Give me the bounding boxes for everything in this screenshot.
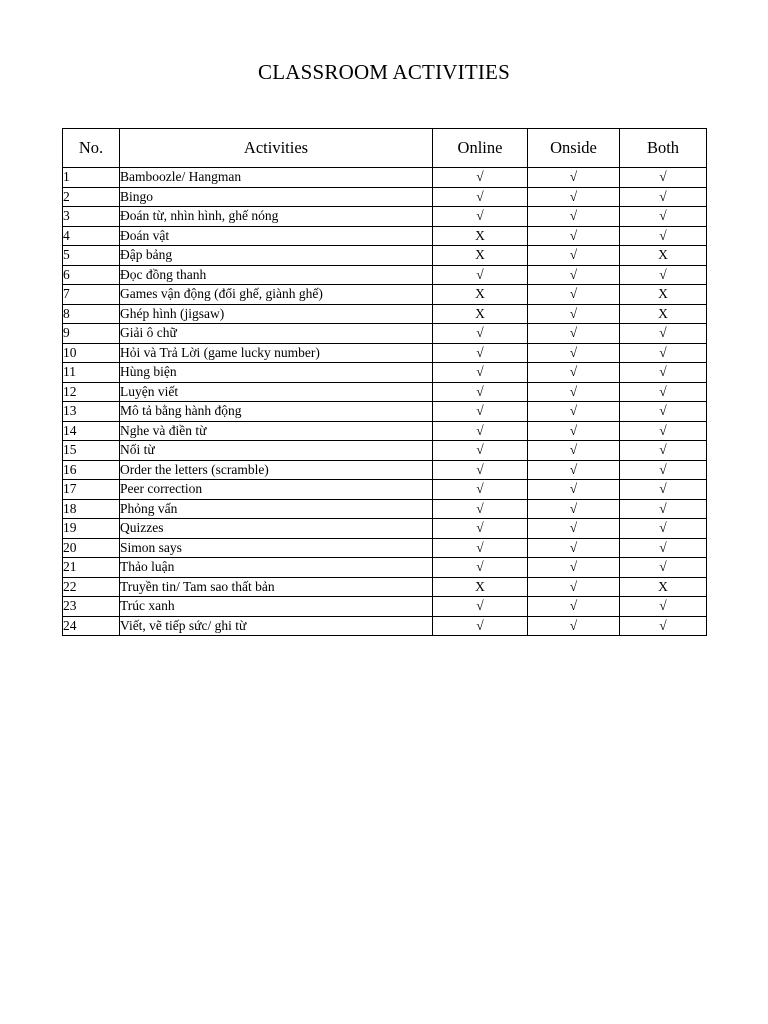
cell-onsite-mark: √ bbox=[528, 421, 620, 441]
cell-no: 19 bbox=[63, 519, 120, 539]
cell-online-mark: √ bbox=[433, 168, 528, 188]
table-row bbox=[63, 324, 707, 344]
cell-both-mark: X bbox=[620, 304, 707, 324]
cell-activity: Phỏng vấn bbox=[120, 499, 433, 519]
cell-onsite-mark: √ bbox=[528, 402, 620, 422]
cell-online-mark: √ bbox=[433, 597, 528, 617]
cell-no: 15 bbox=[63, 441, 120, 461]
cell-online-mark: X bbox=[433, 226, 528, 246]
cell-activity: Nối từ bbox=[120, 441, 433, 461]
cell-activity: Nghe và điền từ bbox=[120, 421, 433, 441]
cell-onsite-mark: √ bbox=[528, 363, 620, 383]
cell-online-mark: √ bbox=[433, 207, 528, 227]
cell-activity: Quizzes bbox=[120, 519, 433, 539]
cell-both-mark: √ bbox=[620, 421, 707, 441]
table-row bbox=[63, 285, 707, 305]
cell-no: 20 bbox=[63, 538, 120, 558]
cell-online-mark: √ bbox=[433, 441, 528, 461]
cell-no: 7 bbox=[63, 285, 120, 305]
cell-no: 4 bbox=[63, 226, 120, 246]
cell-both-mark: √ bbox=[620, 597, 707, 617]
cell-no: 17 bbox=[63, 480, 120, 500]
cell-activity: Peer correction bbox=[120, 480, 433, 500]
cell-activity: Truyền tin/ Tam sao thất bản bbox=[120, 577, 433, 597]
cell-onsite-mark: √ bbox=[528, 246, 620, 266]
cell-no: 5 bbox=[63, 246, 120, 266]
table-row bbox=[63, 538, 707, 558]
cell-both-mark: √ bbox=[620, 265, 707, 285]
table-body bbox=[63, 168, 707, 636]
table-row bbox=[63, 168, 707, 188]
cell-onsite-mark: √ bbox=[528, 460, 620, 480]
cell-no: 6 bbox=[63, 265, 120, 285]
cell-activity: Luyện viết bbox=[120, 382, 433, 402]
cell-online-mark: √ bbox=[433, 343, 528, 363]
table-row bbox=[63, 499, 707, 519]
cell-activity: Bingo bbox=[120, 187, 433, 207]
table-row bbox=[63, 343, 707, 363]
table-row bbox=[63, 187, 707, 207]
table-header-row bbox=[63, 129, 707, 168]
cell-no: 3 bbox=[63, 207, 120, 227]
activities-table bbox=[62, 128, 707, 636]
cell-no: 12 bbox=[63, 382, 120, 402]
cell-both-mark: √ bbox=[620, 382, 707, 402]
cell-both-mark: √ bbox=[620, 616, 707, 636]
cell-both-mark: √ bbox=[620, 460, 707, 480]
cell-online-mark: X bbox=[433, 285, 528, 305]
cell-online-mark: √ bbox=[433, 499, 528, 519]
cell-activity: Bamboozle/ Hangman bbox=[120, 168, 433, 188]
table-row bbox=[63, 441, 707, 461]
table-row bbox=[63, 207, 707, 227]
cell-online-mark: √ bbox=[433, 402, 528, 422]
cell-no: 16 bbox=[63, 460, 120, 480]
cell-both-mark: √ bbox=[620, 499, 707, 519]
cell-no: 1 bbox=[63, 168, 120, 188]
cell-no: 10 bbox=[63, 343, 120, 363]
cell-both-mark: √ bbox=[620, 538, 707, 558]
cell-onsite-mark: √ bbox=[528, 538, 620, 558]
cell-activity: Hỏi và Trả Lời (game lucky number) bbox=[120, 343, 433, 363]
cell-no: 18 bbox=[63, 499, 120, 519]
table-row bbox=[63, 577, 707, 597]
header-online: Online bbox=[433, 129, 528, 168]
cell-both-mark: √ bbox=[620, 207, 707, 227]
cell-onsite-mark: √ bbox=[528, 168, 620, 188]
cell-no: 9 bbox=[63, 324, 120, 344]
table-row bbox=[63, 558, 707, 578]
table-row bbox=[63, 226, 707, 246]
cell-online-mark: √ bbox=[433, 480, 528, 500]
cell-both-mark: √ bbox=[620, 441, 707, 461]
cell-onsite-mark: √ bbox=[528, 226, 620, 246]
cell-activity: Đoán vật bbox=[120, 226, 433, 246]
cell-both-mark: √ bbox=[620, 363, 707, 383]
cell-no: 2 bbox=[63, 187, 120, 207]
cell-online-mark: √ bbox=[433, 519, 528, 539]
cell-activity: Đoán từ, nhìn hình, ghế nóng bbox=[120, 207, 433, 227]
cell-activity: Thảo luận bbox=[120, 558, 433, 578]
table-row bbox=[63, 460, 707, 480]
cell-online-mark: √ bbox=[433, 538, 528, 558]
table-row bbox=[63, 597, 707, 617]
cell-no: 14 bbox=[63, 421, 120, 441]
cell-online-mark: √ bbox=[433, 421, 528, 441]
cell-onsite-mark: √ bbox=[528, 519, 620, 539]
cell-activity: Hùng biện bbox=[120, 363, 433, 383]
table-row bbox=[63, 519, 707, 539]
cell-onsite-mark: √ bbox=[528, 577, 620, 597]
table-row bbox=[63, 246, 707, 266]
cell-activity: Giải ô chữ bbox=[120, 324, 433, 344]
cell-both-mark: X bbox=[620, 246, 707, 266]
header-both: Both bbox=[620, 129, 707, 168]
table-row bbox=[63, 304, 707, 324]
cell-onsite-mark: √ bbox=[528, 207, 620, 227]
cell-activity: Đọc đồng thanh bbox=[120, 265, 433, 285]
cell-both-mark: √ bbox=[620, 187, 707, 207]
cell-activity: Viết, vẽ tiếp sức/ ghi từ bbox=[120, 616, 433, 636]
cell-no: 8 bbox=[63, 304, 120, 324]
cell-online-mark: X bbox=[433, 577, 528, 597]
cell-both-mark: X bbox=[620, 285, 707, 305]
cell-onsite-mark: √ bbox=[528, 324, 620, 344]
cell-activity: Trúc xanh bbox=[120, 597, 433, 617]
cell-onsite-mark: √ bbox=[528, 285, 620, 305]
cell-both-mark: √ bbox=[620, 324, 707, 344]
cell-no: 24 bbox=[63, 616, 120, 636]
table-row bbox=[63, 616, 707, 636]
cell-both-mark: X bbox=[620, 577, 707, 597]
cell-onsite-mark: √ bbox=[528, 343, 620, 363]
cell-online-mark: √ bbox=[433, 460, 528, 480]
cell-both-mark: √ bbox=[620, 168, 707, 188]
cell-both-mark: √ bbox=[620, 519, 707, 539]
cell-onsite-mark: √ bbox=[528, 480, 620, 500]
cell-onsite-mark: √ bbox=[528, 382, 620, 402]
cell-online-mark: X bbox=[433, 246, 528, 266]
cell-both-mark: √ bbox=[620, 480, 707, 500]
cell-onsite-mark: √ bbox=[528, 441, 620, 461]
cell-online-mark: √ bbox=[433, 382, 528, 402]
cell-online-mark: X bbox=[433, 304, 528, 324]
header-no: No. bbox=[63, 129, 120, 168]
table-row bbox=[63, 421, 707, 441]
cell-onsite-mark: √ bbox=[528, 597, 620, 617]
cell-activity: Simon says bbox=[120, 538, 433, 558]
table-row bbox=[63, 480, 707, 500]
table-row bbox=[63, 402, 707, 422]
document-title: CLASSROOM ACTIVITIES bbox=[258, 60, 510, 84]
table-row bbox=[63, 265, 707, 285]
cell-onsite-mark: √ bbox=[528, 265, 620, 285]
cell-onsite-mark: √ bbox=[528, 616, 620, 636]
cell-onsite-mark: √ bbox=[528, 187, 620, 207]
cell-no: 11 bbox=[63, 363, 120, 383]
cell-activity: Games vận động (đổi ghế, giành ghế) bbox=[120, 285, 433, 305]
cell-both-mark: √ bbox=[620, 402, 707, 422]
cell-activity: Order the letters (scramble) bbox=[120, 460, 433, 480]
table-row bbox=[63, 363, 707, 383]
cell-online-mark: √ bbox=[433, 324, 528, 344]
cell-both-mark: √ bbox=[620, 226, 707, 246]
cell-activity: Mô tả bằng hành động bbox=[120, 402, 433, 422]
cell-onsite-mark: √ bbox=[528, 558, 620, 578]
cell-online-mark: √ bbox=[433, 616, 528, 636]
cell-no: 22 bbox=[63, 577, 120, 597]
cell-onsite-mark: √ bbox=[528, 304, 620, 324]
header-activities: Activities bbox=[120, 129, 433, 168]
cell-onsite-mark: √ bbox=[528, 499, 620, 519]
cell-online-mark: √ bbox=[433, 187, 528, 207]
header-onsite: Onside bbox=[528, 129, 620, 168]
cell-online-mark: √ bbox=[433, 265, 528, 285]
cell-online-mark: √ bbox=[433, 558, 528, 578]
cell-online-mark: √ bbox=[433, 363, 528, 383]
table-row bbox=[63, 382, 707, 402]
cell-no: 21 bbox=[63, 558, 120, 578]
cell-activity: Đập bảng bbox=[120, 246, 433, 266]
cell-no: 23 bbox=[63, 597, 120, 617]
cell-both-mark: √ bbox=[620, 558, 707, 578]
cell-both-mark: √ bbox=[620, 343, 707, 363]
cell-no: 13 bbox=[63, 402, 120, 422]
cell-activity: Ghép hình (jigsaw) bbox=[120, 304, 433, 324]
